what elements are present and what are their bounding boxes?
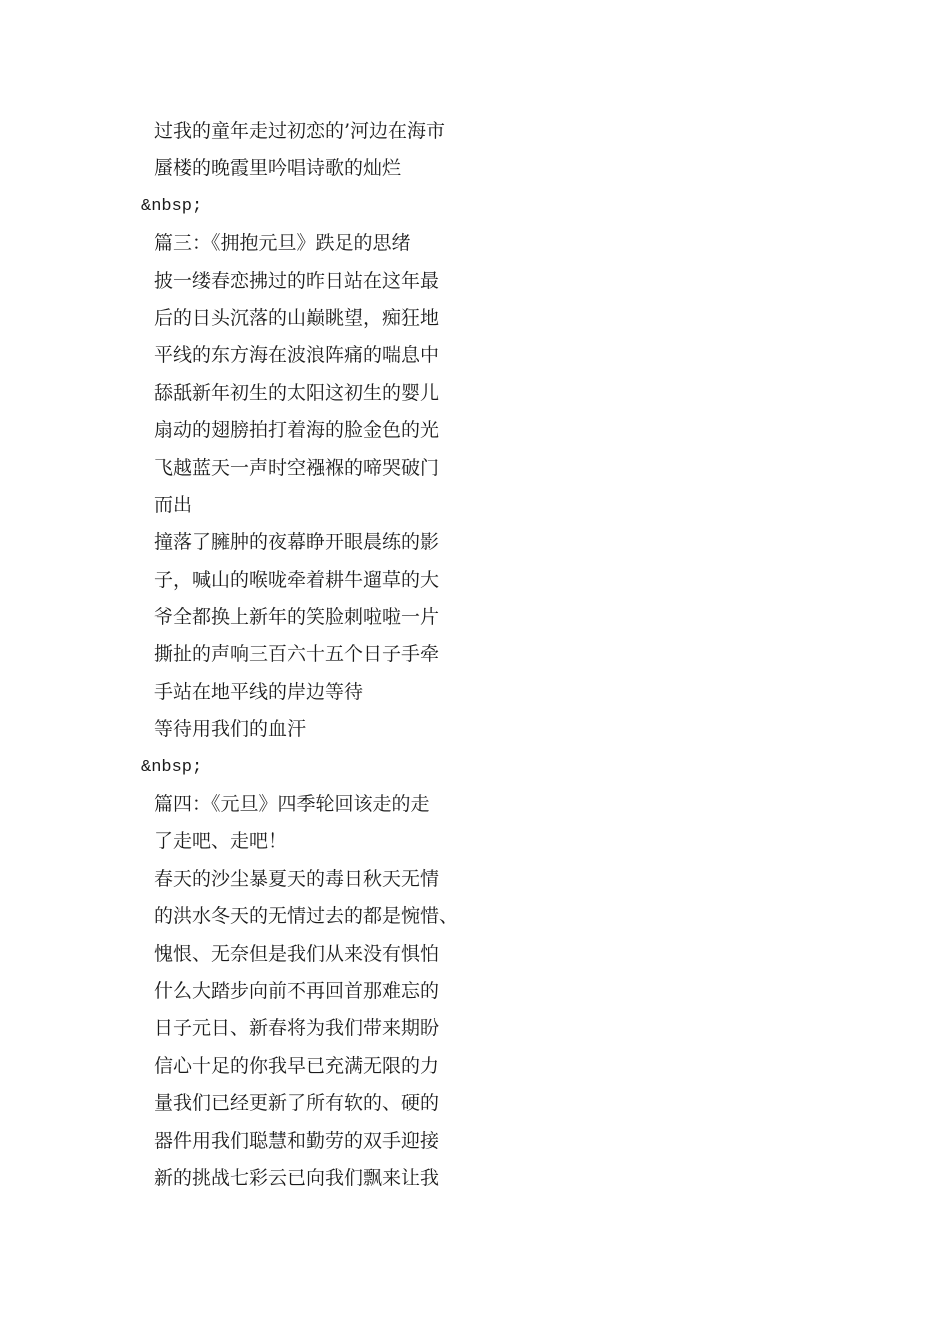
text-line: 平线的东方海在波浪阵痛的喘息中 xyxy=(154,344,440,367)
text-line: 篇四：《元旦》四季轮回该走的走 xyxy=(154,793,430,816)
text-line: 篇三：《拥抱元旦》跌足的思绪 xyxy=(154,232,411,255)
text-line: 信心十足的你我早已充满无限的力 xyxy=(154,1054,440,1077)
text-line: 后的日头沉落的山巅眺望，痴狂地 xyxy=(154,306,440,329)
text-line: 蜃楼的晚霞里吟唱诗歌的灿烂 xyxy=(154,157,402,180)
text-line: 量我们已经更新了所有软的、硬的 xyxy=(154,1092,440,1115)
text-line: 的洪水冬天的无情过去的都是惋惜、 xyxy=(154,905,459,928)
text-line: 愧恨、无奈但是我们从来没有惧怕 xyxy=(154,942,440,965)
text-line: 手站在地平线的岸边等待 xyxy=(154,680,364,703)
text-line: 什么大踏步向前不再回首那难忘的 xyxy=(154,979,440,1002)
text-line: 日子元日、新春将为我们带来期盼 xyxy=(154,1017,440,1040)
text-line: 器件用我们聪慧和勤劳的双手迎接 xyxy=(154,1129,440,1152)
text-line: 撞落了臃肿的夜幕睁开眼晨练的影 xyxy=(154,531,440,554)
text-line: 子，喊山的喉咙牵着耕牛遛草的大 xyxy=(154,568,440,591)
text-line: 撕扯的声响三百六十五个日子手牵 xyxy=(154,643,440,666)
text-line: 扇动的翅膀拍打着海的脸金色的光 xyxy=(154,419,440,442)
text-line: 爷全都换上新年的笑脸刺啦啦一片 xyxy=(154,606,440,629)
text-line: 披一缕春恋拂过的昨日站在这年最 xyxy=(154,269,440,292)
text-line: 过我的童年走过初恋的’河边在海市 xyxy=(154,120,446,142)
raw-entity-line: &nbsp; xyxy=(141,196,203,216)
text-line: 了走吧、走吧！ xyxy=(154,830,288,853)
text-line: 舔舐新年初生的太阳这初生的婴儿 xyxy=(154,381,440,404)
text-line: 新的挑战七彩云已向我们飘来让我 xyxy=(154,1166,440,1189)
text-line: 春天的沙尘暴夏天的毒日秋天无情 xyxy=(154,867,440,890)
text-line: 等待用我们的血汗 xyxy=(154,718,307,741)
raw-entity-line: &nbsp; xyxy=(141,757,203,777)
document-body xyxy=(0,113,950,1197)
text-line: 而出 xyxy=(154,493,193,516)
text-line: 飞越蓝天一声时空襁褓的啼哭破门 xyxy=(154,456,440,479)
